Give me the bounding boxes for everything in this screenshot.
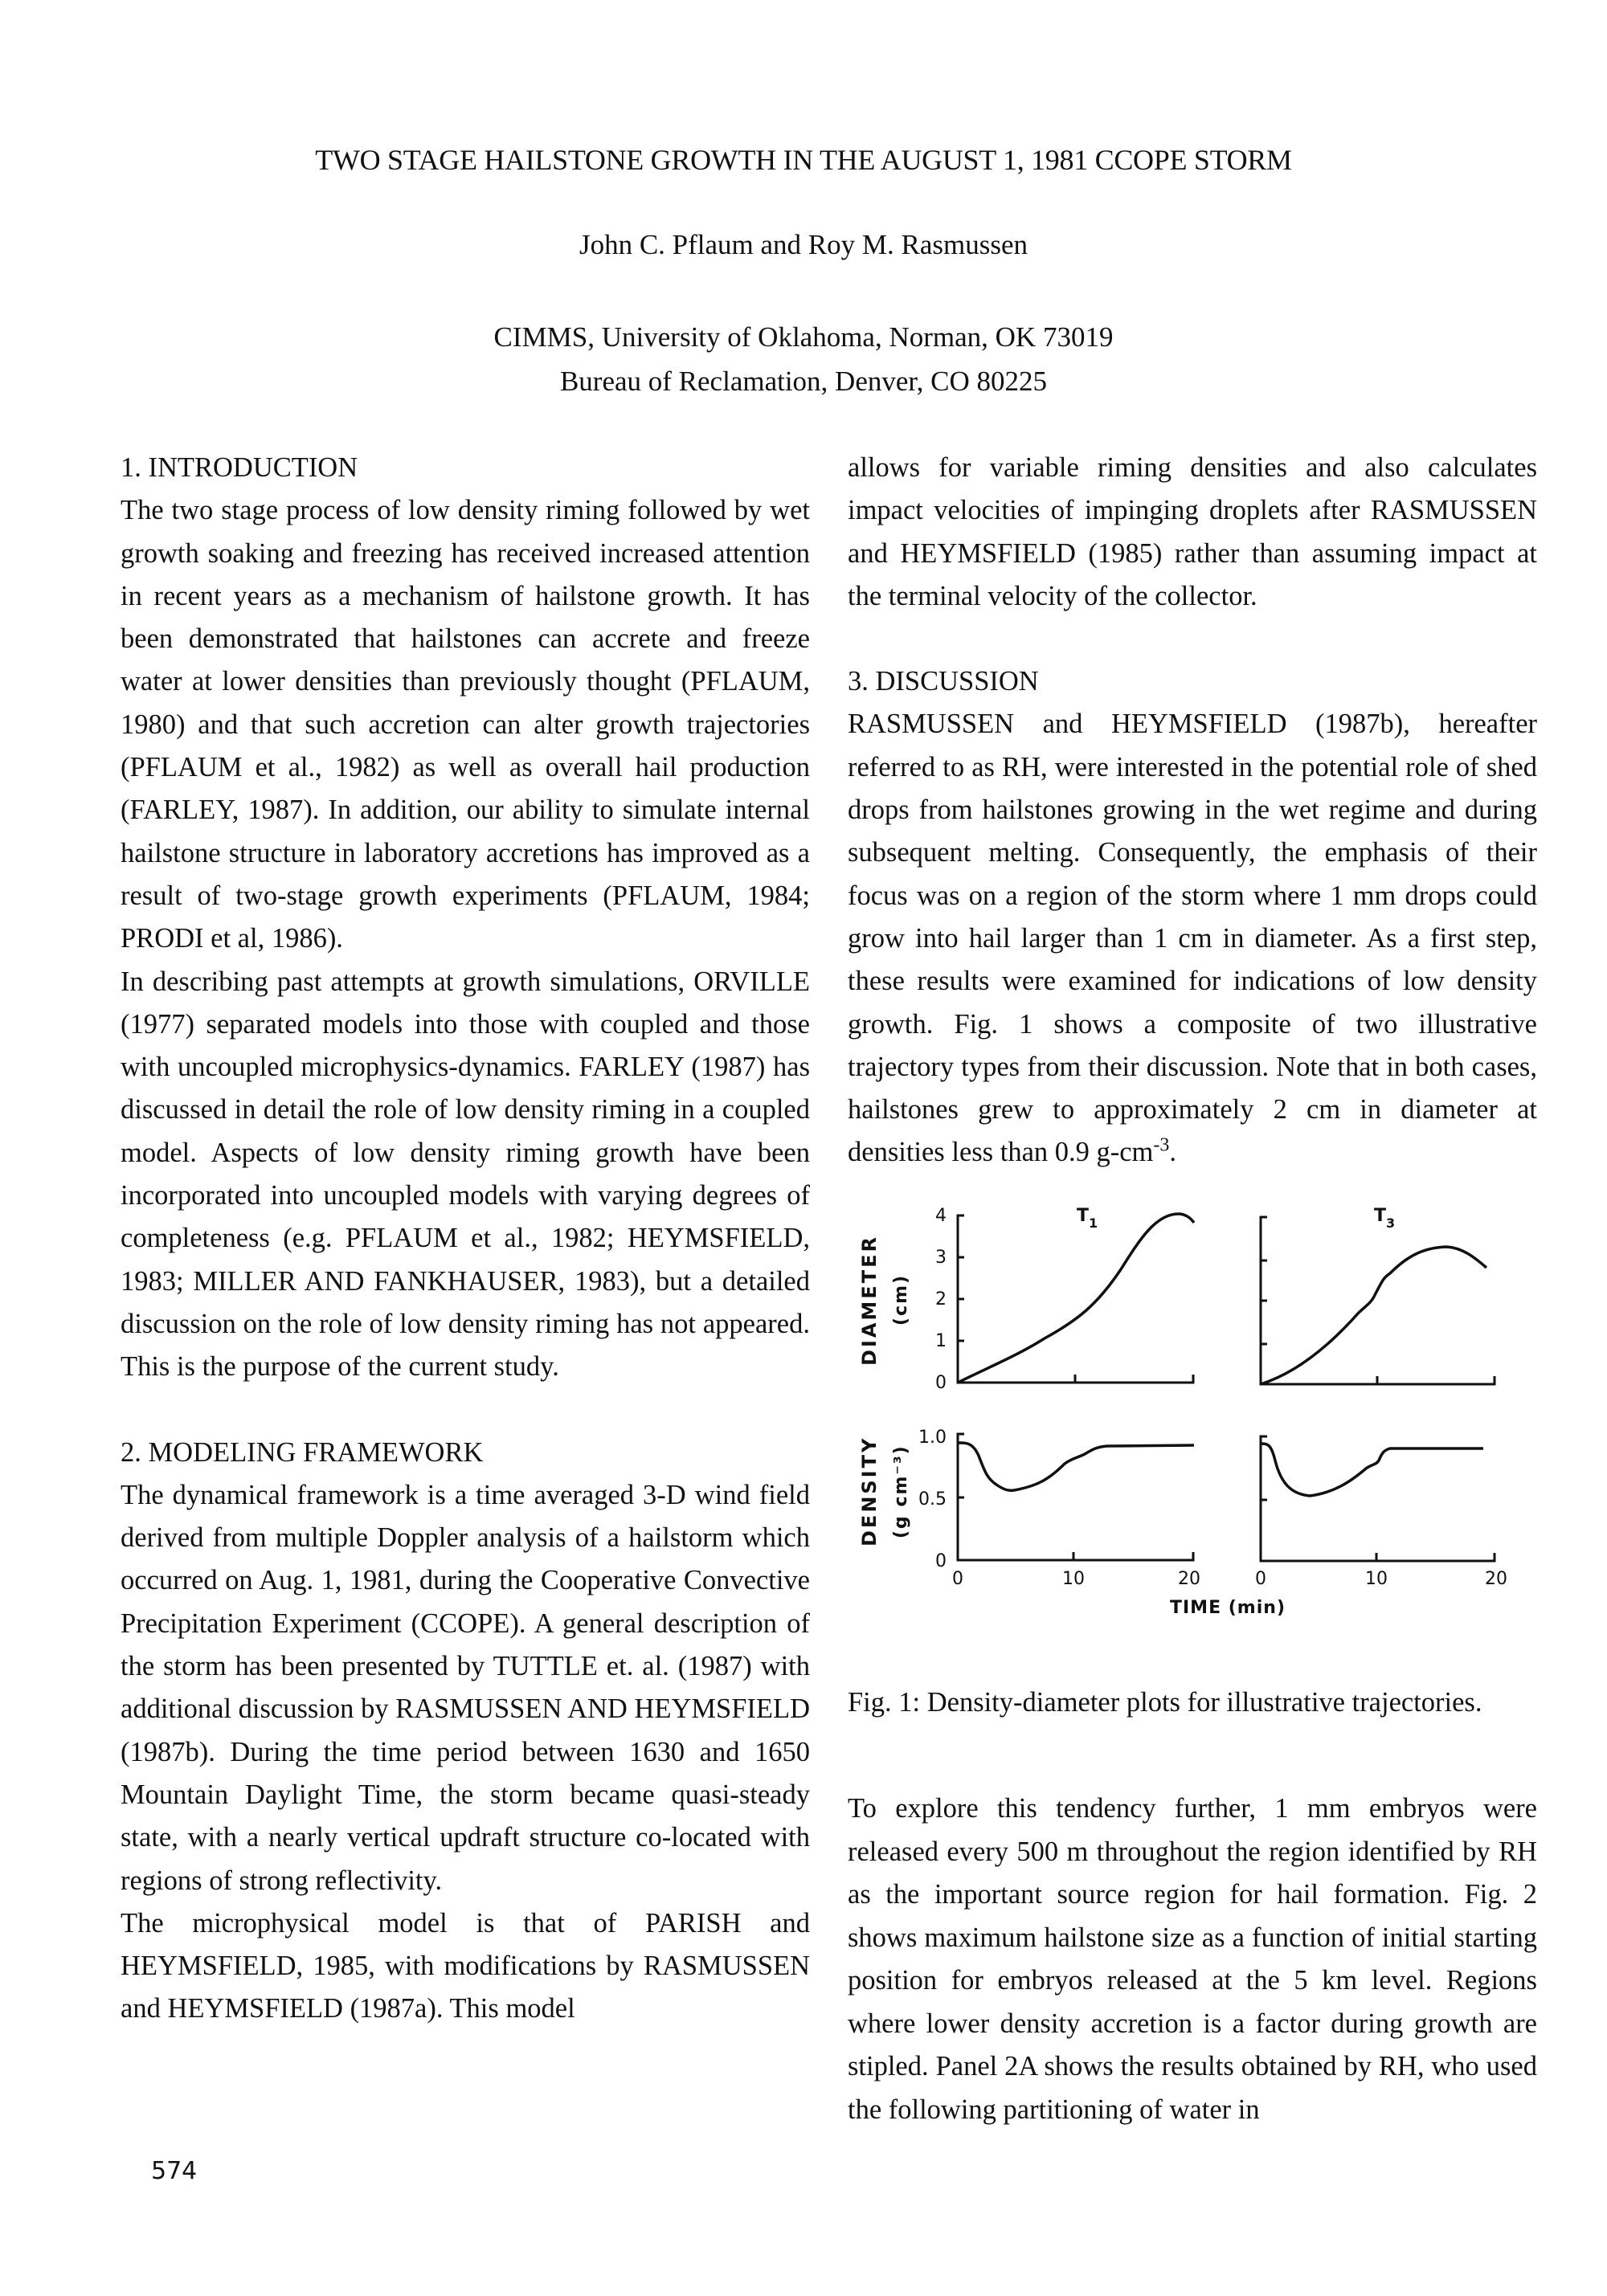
intro-paragraph-1: The two stage process of low density riming followed by wet growth soaking and freezing has received increased attention in recent years as a mechanism of hailstone growth. It has been demonstrated that hailstones can accrete and freeze water at lower densities than previously thought (PFLAUM, 1980) and that such accretion can alter growth trajectories (PFLAUM et al., 1982) as well as overall hail production (FARLEY, 1987). In addition, our ability to simulate internal hailstone structure in laboratory accretions has improved as a result of two-stage growth experiments (PFLAUM, 1984; PRODI et al, 1986).	[121, 495, 810, 954]
affiliations	[0, 315, 1607, 403]
diameter-tick-1: 1	[935, 1331, 947, 1351]
section-heading-introduction: 1. INTRODUCTION	[121, 452, 358, 483]
t1-time-tick-20: 20	[1178, 1569, 1200, 1589]
t1-density-axes	[958, 1434, 1193, 1560]
panel-title-t3: $T_3$	[1374, 1206, 1396, 1231]
t3-time-tick-10: 10	[1365, 1569, 1388, 1589]
t1-diameter-curve	[958, 1214, 1194, 1383]
t1-time-tick-0: 0	[952, 1569, 963, 1589]
figure-1-plots	[836, 1197, 1559, 1663]
t3-diameter-curve	[1261, 1247, 1486, 1384]
diameter-axis-label: DIAMETER	[858, 1235, 881, 1366]
density-unit-label: (g cm⁻³)	[891, 1444, 911, 1538]
modeling-paragraph-1: The dynamical framework is a time averaged 3-D wind field derived from multiple Doppler analysis of a hailstorm which occurred on Aug. 1, 1981, during the Cooperative Convective Precipitation Experiment (CCOPE). A general description of the storm has been presented by TUTTLE et. al. (1987) with additional discussion by RASMUSSEN AND HEYMSFIELD (1987b). During the time period between 1630 and 1650 Mountain Daylight Time, the storm became quasi-steady state, with a nearly vertical updraft structure co-located with regions of strong reflectivity.	[121, 1479, 810, 1896]
density-tick-1-0: 1.0	[918, 1428, 947, 1448]
left-column	[121, 447, 810, 2031]
panel-title-t1: $T_1$	[1077, 1206, 1098, 1231]
t3-density-axes	[1261, 1436, 1495, 1561]
t3-diameter-axes	[1261, 1217, 1495, 1384]
figure-1-caption: Fig. 1: Density-diameter plots for illustrative trajectories.	[848, 1687, 1482, 1718]
t1-diameter-axes	[958, 1215, 1193, 1383]
page-number: 574	[151, 2157, 198, 2185]
diameter-tick-0: 0	[935, 1373, 947, 1393]
density-axis-label: DENSITY	[858, 1436, 881, 1546]
modeling-paragraph-2: The microphysical model is that of PARISH and HEYMSFIELD, 1985, with modifications by RASMUSSEN and HEYMSFIELD (1987a). This model	[121, 1907, 810, 2024]
affiliation-2: Bureau of Reclamation, Denver, CO 80225	[559, 366, 1048, 397]
t3-time-tick-20: 20	[1485, 1569, 1507, 1589]
paper-title: TWO STAGE HAILSTONE GROWTH IN THE AUGUST 1, 1981 CCOPE STORM	[315, 144, 1292, 176]
right-column	[848, 447, 1537, 1175]
discussion-paragraph-2: To explore this tendency further, 1 mm embryos were released every 500 m throughout the region identified by RH as the important source region for hail formation. Fig. 2 shows maximum hailstone size as a function of initial starting position for embryos released at the 5 km level. Regions where lower density accretion is a factor during growth are stipled. Panel 2A shows the results obtained by RH, who used the following partitioning of water in	[848, 1793, 1537, 2125]
affiliation-1: CIMMS, University of Oklahoma, Norman, OK 73019	[493, 321, 1114, 353]
density-tick-0: 0	[935, 1551, 947, 1571]
diameter-tick-3: 3	[935, 1248, 947, 1268]
density-tick-0-5: 0.5	[918, 1489, 947, 1510]
modeling-paragraph-3: allows for variable riming densities and also calculates impact velocities of impinging droplets after RASMUSSEN and HEYMSFIELD (1985) rather than assuming impact at the terminal velocity of the collector.	[848, 452, 1537, 611]
diameter-unit-label: (cm)	[891, 1273, 911, 1326]
t1-density-curve	[958, 1443, 1194, 1490]
t3-density-curve	[1261, 1444, 1483, 1496]
section-heading-modeling: 2. MODELING FRAMEWORK	[121, 1436, 484, 1468]
discussion-paragraph-1: RASMUSSEN and HEYMSFIELD (1987b), hereafter referred to as RH, were interested in the potential role of shed drops from hailstones growing in the wet regime and during subsequent melting. Consequently, the emphasis of their focus was on a region of the storm where 1 mm drops could grow into hail larger than 1 cm in diameter. As a first step, these results were examined for indications of low density growth. Fig. 1 shows a composite of two illustrative trajectory types from their discussion. Note that in both cases, hailstones grew to approximately 2 cm in diameter at densities less than 0.9 $g-cm^{-3}$.	[848, 709, 1537, 1168]
t1-time-tick-10: 10	[1062, 1569, 1085, 1589]
figure-1	[836, 1197, 1559, 1663]
t3-time-tick-0: 0	[1255, 1569, 1266, 1589]
diameter-tick-4: 4	[935, 1206, 947, 1226]
intro-paragraph-2: In describing past attempts at growth simulations, ORVILLE (1977) separated models into those with coupled and those with uncoupled microphysics-dynamics. FARLEY (1987) has discussed in detail the role of low density riming in a coupled model. Aspects of low density riming growth have been incorporated into uncoupled models with varying degrees of completeness (e.g. PFLAUM et al., 1982; HEYMSFIELD, 1983; MILLER AND FANKHAUSER, 1983), but a detailed discussion on the role of low density riming has not appeared. This is the purpose of the current study.	[121, 966, 810, 1383]
time-axis-label: TIME (min)	[1169, 1598, 1286, 1618]
diameter-tick-2: 2	[935, 1289, 947, 1309]
authors: John C. Pflaum and Roy M. Rasmussen	[579, 229, 1028, 260]
section-heading-discussion: 3. DISCUSSION	[848, 666, 1039, 697]
